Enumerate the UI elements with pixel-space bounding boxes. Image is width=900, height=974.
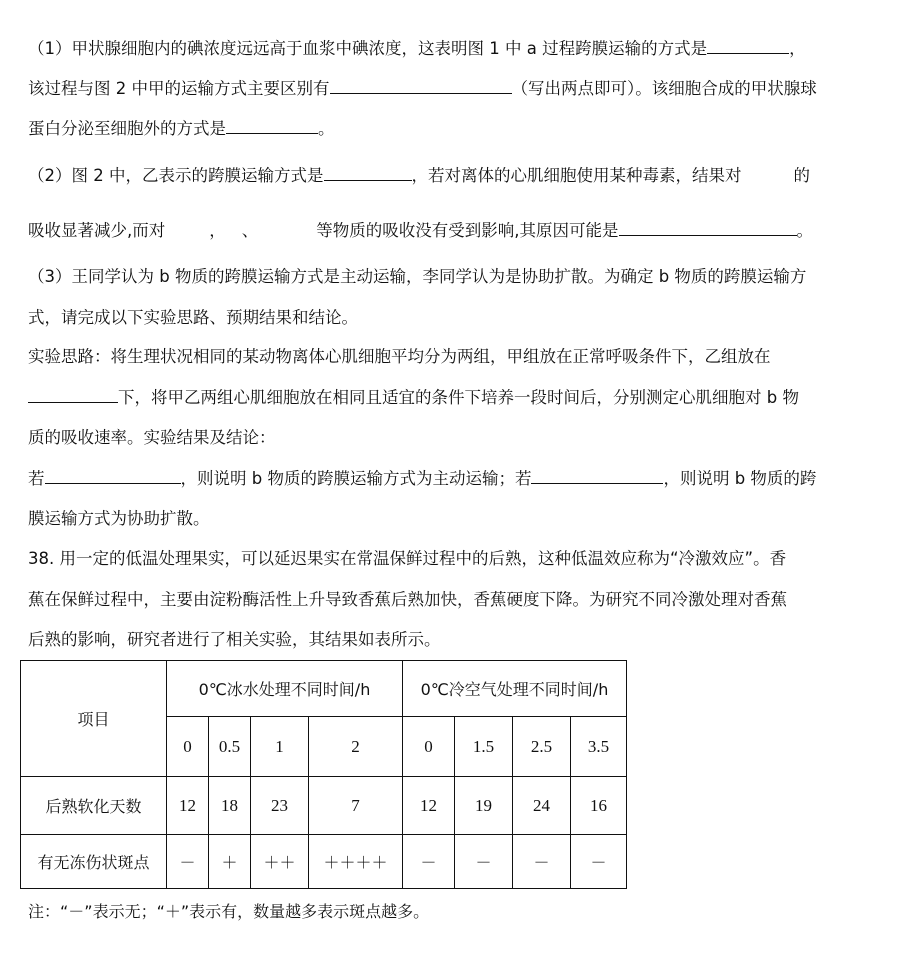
- value-cell: 23: [251, 777, 309, 835]
- q3-line-6: [28, 466, 816, 491]
- q1-line-3: [28, 116, 335, 141]
- table-row-frost-spots: [21, 835, 627, 889]
- q1-punct: ，: [789, 39, 806, 58]
- q3-text: 式，请完成以下实验思路、预期结果和结论。: [28, 308, 358, 327]
- value-cell: ＋＋: [251, 835, 309, 889]
- q38-text: 38. 用一定的低温处理果实，可以延迟果实在常温保鲜过程中的后熟，这种低温效应称为“冷激效应”。香: [28, 549, 787, 568]
- value-cell: －: [571, 835, 627, 889]
- q1-text: （写出两点即可）。该细胞合成的甲状腺球: [511, 79, 817, 98]
- results-table: [20, 660, 627, 889]
- q3-answer-blank-2[interactable]: [45, 466, 181, 484]
- q1-answer-blank-1[interactable]: [707, 36, 789, 54]
- item-header: 项目: [77, 710, 110, 729]
- q1-answer-blank-2[interactable]: [330, 76, 512, 94]
- q1-line-2: [28, 76, 817, 101]
- q2-text: 、: [241, 221, 259, 240]
- value-cell: ＋＋＋＋: [309, 835, 403, 889]
- q3-text: （3）王同学认为 b 物质的跨膜运输方式是主动运输，李同学认为是协助扩散。为确定 b 物质的跨膜运输方: [28, 267, 807, 286]
- time-cell: 0: [403, 717, 455, 777]
- group2-header: 0℃冷空气处理不同时间/h: [420, 680, 609, 699]
- q2-answer-blank-1[interactable]: [324, 163, 412, 181]
- time-cell: 1.5: [455, 717, 513, 777]
- q38-text: 蕉在保鲜过程中，主要由淀粉酶活性上升导致香蕉后熟加快，香蕉硬度下降。为研究不同冷激处理对香蕉: [28, 590, 787, 609]
- q3-line-4: [28, 385, 799, 410]
- table-row-softening-days: [21, 777, 627, 835]
- time-cell: 3.5: [571, 717, 627, 777]
- time-cell: 0.5: [209, 717, 251, 777]
- q3-answer-blank-1[interactable]: [28, 385, 118, 403]
- item-header-cell: [21, 661, 167, 777]
- q38-text: 后熟的影响，研究者进行了相关实验，其结果如表所示。: [28, 630, 441, 649]
- q2-text: （2）图 2 中，乙表示的跨膜运输方式是: [28, 166, 324, 185]
- q2-punct: 。: [796, 221, 813, 240]
- q2-text: 等物质的吸收没有受到影响,其原因可能是: [316, 221, 619, 240]
- q2-line-1: [28, 163, 810, 188]
- q3-text: 质的吸收速率。实验结果及结论：: [28, 428, 276, 447]
- row-label: 后熟软化天数: [21, 777, 167, 835]
- value-cell: 24: [513, 777, 571, 835]
- q2-answer-blank-2[interactable]: [619, 218, 797, 236]
- time-cell: 1: [251, 717, 309, 777]
- q2-text: ，: [209, 221, 226, 240]
- value-cell: 16: [571, 777, 627, 835]
- value-cell: －: [455, 835, 513, 889]
- value-cell: 7: [309, 777, 403, 835]
- q3-line-2: [28, 306, 358, 330]
- q3-text: 膜运输方式为协助扩散。: [28, 509, 210, 528]
- q1-text: 蛋白分泌至细胞外的方式是: [28, 119, 226, 138]
- value-cell: －: [403, 835, 455, 889]
- q3-text: 下，将甲乙两组心肌细胞放在相同且适宜的条件下培养一段时间后，分别测定心肌细胞对 b 物: [118, 388, 799, 407]
- value-cell: ＋: [209, 835, 251, 889]
- value-cell: －: [513, 835, 571, 889]
- q1-text: 该过程与图 2 中甲的运输方式主要区别有: [28, 79, 330, 98]
- q1-line-1: [28, 36, 806, 61]
- q2-text: 吸收显著减少,而对: [28, 221, 166, 240]
- q2-line-2: [28, 218, 813, 243]
- q3-text: ，则说明 b 物质的跨膜运输方式为主动运输；若: [180, 469, 532, 488]
- q3-line-1: [28, 265, 806, 289]
- q38-line-3: [28, 628, 441, 652]
- table-header-row: [21, 661, 627, 717]
- q1-answer-blank-3[interactable]: [226, 116, 318, 134]
- time-cell: 2: [309, 717, 403, 777]
- q1-punct: 。: [318, 119, 335, 138]
- q2-text: ，若对离体的心肌细胞使用某种毒素，结果对: [411, 166, 742, 185]
- q3-text: 实验思路：将生理状况相同的某动物离体心肌细胞平均分为两组，甲组放在正常呼吸条件下，乙组放在: [28, 347, 771, 366]
- q38-line-2: [28, 588, 787, 612]
- q2-text: 的: [793, 166, 810, 185]
- q3-line-3: [28, 345, 771, 369]
- q3-answer-blank-3[interactable]: [531, 466, 663, 484]
- table-note: 注：“－”表示无；“＋”表示有，数量越多表示斑点越多。: [28, 902, 430, 921]
- q1-text: （1）甲状腺细胞内的碘浓度远远高于血浆中碘浓度，这表明图 1 中 a 过程跨膜运输的方式是: [28, 39, 708, 58]
- value-cell: －: [167, 835, 209, 889]
- group1-header-cell: [167, 661, 403, 717]
- value-cell: 12: [403, 777, 455, 835]
- q3-line-7: [28, 507, 210, 531]
- group1-header: 0℃冰水处理不同时间/h: [198, 680, 371, 699]
- q3-text: ，则说明 b 物质的跨: [663, 469, 817, 488]
- value-cell: 12: [167, 777, 209, 835]
- value-cell: 18: [209, 777, 251, 835]
- q38-line-1: [28, 547, 786, 571]
- q3-text: 若: [28, 469, 45, 488]
- value-cell: 19: [455, 777, 513, 835]
- group2-header-cell: [403, 661, 627, 717]
- time-cell: 2.5: [513, 717, 571, 777]
- row-label: 有无冻伤状斑点: [21, 835, 167, 889]
- time-cell: 0: [167, 717, 209, 777]
- q3-line-5: [28, 426, 276, 450]
